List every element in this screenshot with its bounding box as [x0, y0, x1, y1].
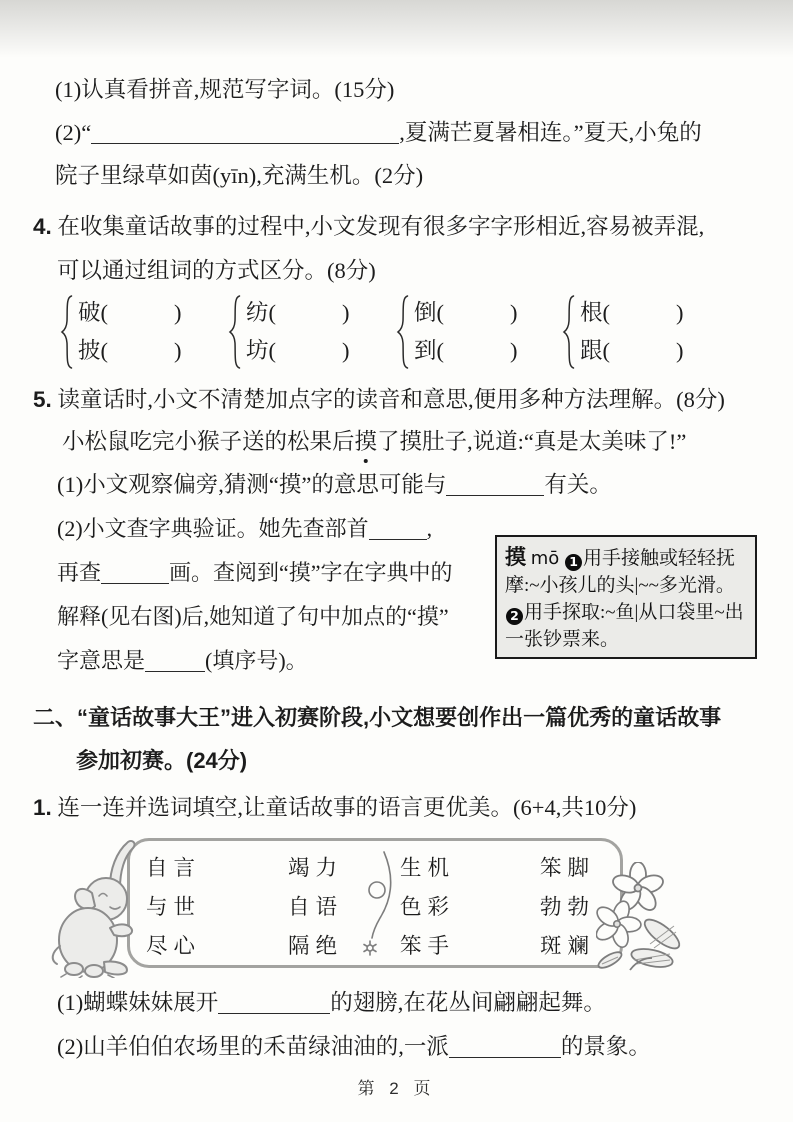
pair-row — [580, 332, 684, 370]
word-column-4 — [540, 849, 595, 966]
word-column-2 — [288, 849, 343, 966]
question-1-2-pre: (2)“ — [55, 120, 92, 145]
sub2-l3-text: 解释(见右图)后,她知道了句中加点的“摸” — [57, 604, 449, 629]
circled-number-1-icon: 1 — [565, 554, 582, 571]
question-5-text: 读童话时,小文不清楚加点字的读音和意思,便用多种方法理解。(8分) — [57, 387, 725, 412]
pair-char: 根 — [580, 300, 603, 325]
circled-number-2-icon: 2 — [506, 608, 523, 625]
question-5-sentence — [62, 427, 686, 457]
star-flower-icon — [364, 941, 376, 955]
pair-row — [246, 332, 350, 370]
page-number — [0, 1074, 793, 1099]
answer-blank[interactable] — [446, 475, 544, 496]
elephant-illustration — [48, 836, 148, 978]
question-4-line1 — [33, 212, 704, 242]
question-5-sub2-line1 — [57, 514, 432, 544]
close-paren: ) — [676, 300, 684, 325]
open-paren: ( — [268, 338, 277, 363]
question-5-line1 — [33, 385, 725, 415]
dict-pinyin: mō — [530, 548, 560, 569]
close-paren: ) — [342, 338, 350, 363]
sub2-l4-post: (填序号)。 — [205, 648, 308, 673]
sub1-pre: (1)小文观察偏旁,猜测“摸”的意思可能与 — [57, 472, 447, 497]
sub1-post: 有关。 — [544, 472, 612, 497]
s2-q1-sub2 — [57, 1032, 651, 1062]
question-1-2-continued — [55, 161, 423, 191]
open-paren: ( — [436, 300, 445, 325]
char-pair-group-4 — [562, 294, 684, 370]
pair-row — [414, 294, 518, 332]
answer-blank[interactable] — [218, 993, 330, 1014]
pair-row — [78, 294, 182, 332]
pair-row — [414, 332, 518, 370]
close-paren: ) — [174, 300, 182, 325]
open-paren: ( — [602, 300, 611, 325]
pair-char: 跟 — [580, 338, 603, 363]
sub2-l4-pre: 字意思是 — [57, 648, 146, 673]
word-option[interactable]: 与世 — [146, 895, 202, 919]
word-column-1 — [146, 849, 201, 966]
sentence-pre: 小松鼠吃完小猴子送的松果后 — [62, 429, 355, 454]
question-5-number: 5. — [33, 387, 52, 412]
section-2-number: 二、 — [33, 705, 78, 730]
dict-definition-2: 用手探取:~鱼|从口袋里~出一张钞票来。 — [505, 602, 744, 650]
s2-q1-sub2-pre: (2)山羊伯伯农场里的禾苗绿油油的,一派 — [57, 1034, 449, 1059]
s2-q1-sub2-post: 的景象。 — [560, 1034, 651, 1059]
open-paren: ( — [100, 338, 109, 363]
question-5-sub2-line3 — [57, 602, 449, 632]
swirl-decoration — [356, 848, 396, 958]
section2-question-1 — [33, 793, 636, 823]
flower-illustration — [596, 862, 692, 974]
close-paren: ) — [676, 338, 684, 363]
word-option[interactable]: 自言 — [146, 856, 202, 880]
char-pair-group-2 — [228, 294, 350, 370]
emphasis-dot — [364, 459, 369, 464]
close-paren: ) — [510, 338, 518, 363]
pair-char: 坊 — [246, 338, 269, 363]
pair-row — [580, 294, 684, 332]
question-4-number: 4. — [33, 214, 52, 239]
section-2-title-cont: 参加初赛。(24分) — [76, 748, 248, 773]
question-1-2-text — [55, 118, 702, 148]
dict-definition-1: 用手接触或轻轻抚摩:~小孩儿的头|~~多光滑。 — [505, 548, 736, 596]
sub2-l1-post: , — [426, 516, 433, 541]
question-4-line2 — [57, 256, 376, 286]
s2-q1-sub1 — [57, 988, 606, 1018]
question-1-2-post: ,夏满芒夏暑相连。”夏天,小兔的 — [399, 120, 702, 145]
question-5-sub1 — [57, 470, 612, 500]
page-top-shading — [0, 0, 793, 58]
question-5-sub2-line4 — [57, 646, 308, 676]
close-paren: ) — [510, 300, 518, 325]
question-4-text: 在收集童话故事的过程中,小文发现有很多字字形相近,容易被弄混, — [57, 214, 705, 239]
left-brace-icon — [60, 294, 73, 370]
word-option[interactable]: 尽心 — [146, 934, 202, 958]
pair-char: 纺 — [246, 300, 269, 325]
page-number-text: 第 2 页 — [357, 1079, 436, 1098]
word-option[interactable]: 色彩 — [400, 895, 456, 919]
question-5-sub2-line2 — [57, 558, 453, 588]
close-paren: ) — [174, 338, 182, 363]
pair-char: 破 — [78, 300, 101, 325]
word-option[interactable]: 生机 — [400, 856, 456, 880]
pair-char: 披 — [78, 338, 101, 363]
pair-char: 倒 — [414, 300, 437, 325]
emphasized-char — [355, 427, 378, 457]
pair-row — [246, 294, 350, 332]
word-option[interactable]: 隔绝 — [288, 934, 344, 958]
open-paren: ( — [268, 300, 277, 325]
question-1-1-label: (1)认真看拼音,规范写字词。(15分) — [55, 77, 395, 102]
left-brace-icon — [396, 294, 409, 370]
pair-row — [78, 332, 182, 370]
sentence-post: 了摸肚子,说道:“真是太美味了!” — [377, 429, 687, 454]
sub2-l2-pre: 再查 — [57, 560, 102, 585]
answer-blank[interactable] — [369, 519, 427, 540]
s2-question-1-number: 1. — [33, 795, 52, 820]
word-option[interactable]: 勃勃 — [540, 895, 596, 919]
answer-blank[interactable] — [145, 651, 205, 672]
section-2-title: “童话故事大王”进入初赛阶段,小文想要创作出一篇优秀的童话故事 — [77, 705, 722, 730]
answer-blank[interactable] — [449, 1037, 561, 1058]
word-option[interactable]: 笨脚 — [540, 856, 596, 880]
word-option[interactable]: 笨手 — [400, 934, 456, 958]
s2-question-1-text: 连一连并选词填空,让童话故事的语言更优美。(6+4,共10分) — [57, 795, 637, 820]
section-2-header-line2 — [76, 746, 247, 776]
emph-char-text: 摸 — [354, 429, 378, 454]
word-option[interactable]: 斑斓 — [540, 934, 596, 958]
question-1-1-text — [55, 75, 394, 105]
answer-blank[interactable] — [91, 123, 399, 144]
sub2-l1-pre: (2)小文查字典验证。她先查部首 — [57, 516, 369, 541]
open-paren: ( — [100, 300, 109, 325]
s2-q1-sub1-pre: (1)蝴蝶妹妹展开 — [57, 990, 219, 1015]
s2-q1-sub1-post: 的翅膀,在花丛间翩翩起舞。 — [330, 990, 606, 1015]
char-pair-group-1 — [60, 294, 182, 370]
open-paren: ( — [602, 338, 611, 363]
question-1-2-cont-text: 院子里绿草如茵(yīn),充满生机。(2分) — [55, 163, 424, 188]
left-brace-icon — [562, 294, 575, 370]
left-brace-icon — [228, 294, 241, 370]
char-pair-group-3 — [396, 294, 518, 370]
pair-char: 到 — [414, 338, 437, 363]
word-option[interactable]: 自语 — [288, 895, 344, 919]
word-column-3 — [400, 849, 455, 966]
word-option[interactable]: 竭力 — [288, 856, 344, 880]
question-4-text-cont: 可以通过组词的方式区分。(8分) — [57, 258, 376, 283]
dictionary-entry-box — [495, 535, 757, 659]
answer-blank[interactable] — [101, 563, 169, 584]
dict-headword: 摸 — [505, 545, 526, 569]
open-paren: ( — [436, 338, 445, 363]
sub2-l2-post: 画。查阅到“摸”字在字典中的 — [169, 560, 453, 585]
section-2-header-line1 — [33, 703, 721, 733]
close-paren: ) — [342, 300, 350, 325]
